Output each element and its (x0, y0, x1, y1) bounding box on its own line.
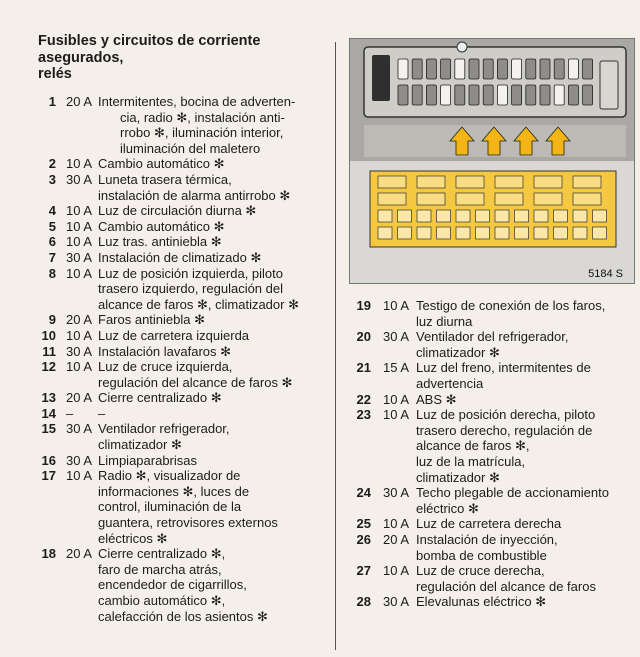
description-line: advertencia (416, 375, 484, 391)
fuse-description (416, 532, 637, 563)
fuse-entry (345, 407, 637, 485)
fuse-description (98, 94, 330, 156)
fuse-description (98, 172, 330, 203)
description-line: climatizador ✻ (416, 344, 500, 360)
title-line: Fusibles y circuitos de corriente (38, 33, 261, 49)
fuse-amperage: 10 A (383, 298, 410, 313)
description-line: climatizador ✻ (416, 469, 500, 485)
fuse-entry (345, 563, 637, 594)
description-line: Cambio automático ✻ (98, 218, 225, 234)
relay-symbol-icon (437, 227, 451, 239)
fuse-description (98, 359, 330, 390)
relay-symbol-icon (378, 210, 392, 222)
fuse-description (98, 453, 330, 469)
description-line: Techo plegable de accionamiento (416, 485, 609, 501)
relay-symbol-icon (593, 227, 607, 239)
fuse-icon (540, 59, 550, 79)
description-line: Elevalunas eléctrico ✻ (416, 594, 547, 610)
fuse-number: 12 (41, 359, 56, 375)
fuse-number: 7 (48, 249, 56, 265)
relay-symbol-icon (515, 227, 529, 239)
fuse-icon (512, 85, 522, 105)
fuse-amperage: 30 A (383, 329, 410, 345)
fuse-icon (412, 59, 422, 79)
relay-symbol-icon (534, 193, 562, 205)
description-line: Cierre centralizado ✻ (98, 390, 222, 406)
relay-symbol-icon (456, 210, 470, 222)
screw-icon (457, 42, 467, 52)
description-line: iluminación del maletero (120, 140, 261, 156)
fuse-amperage: 20 A (66, 94, 93, 109)
fuse-number: 4 (48, 203, 56, 219)
fuse-icon (455, 59, 465, 79)
fuse-entry (345, 485, 637, 516)
fuse-number: 27 (356, 563, 371, 579)
relay-symbol-icon (398, 210, 412, 222)
relay-symbol-icon (495, 210, 509, 222)
relay-symbol-icon (573, 210, 587, 222)
figure-label: 5184 S (588, 268, 623, 280)
fuse-number: 18 (41, 546, 56, 562)
fuse-icon (554, 59, 564, 79)
description-line: ABS ✻ (416, 391, 457, 407)
description-line: faro de marcha atrás, (98, 561, 222, 577)
fuse-entry (345, 594, 637, 610)
relay-symbol-icon (573, 227, 587, 239)
description-line: Testigo de conexión de los faros, (416, 298, 606, 313)
fuse-entry (30, 453, 330, 469)
fuse-number: 6 (48, 234, 56, 250)
fuse-amperage: 10 A (66, 234, 93, 250)
description-line: luz de la matrícula, (416, 453, 526, 469)
description-line: cia, radio ✻, instalación anti- (120, 109, 285, 125)
description-line: trasero derecho, regulación de (416, 422, 593, 438)
fuse-number: 24 (356, 485, 371, 501)
fuse-amperage: 10 A (383, 391, 410, 407)
fuse-entry (30, 359, 330, 390)
fuse-description (416, 392, 637, 408)
description-line: guantera, retrovisores externos (98, 515, 278, 531)
description-line: Cambio automático ✻ (98, 156, 225, 172)
relay-symbol-icon (515, 210, 529, 222)
fuse-number: 15 (41, 421, 56, 437)
fuse-amperage: 30 A (383, 594, 410, 610)
fuse-number: 26 (356, 531, 371, 547)
fuse-amperage: 10 A (66, 218, 93, 234)
fuse-entry (30, 390, 330, 406)
fuse-amperage: – (66, 405, 74, 421)
fuse-entry (345, 360, 637, 391)
fuse-description (98, 344, 330, 360)
description-line: Ventilador del refrigerador, (416, 329, 569, 345)
fuse-entry (345, 532, 637, 563)
fuse-icon (469, 85, 479, 105)
fuse-icon (398, 85, 408, 105)
fuse-entry (30, 421, 330, 452)
relay-symbol-icon (398, 227, 412, 239)
description-line: Luz de cruce izquierda, (98, 359, 233, 375)
fuse-description (98, 219, 330, 235)
fuse-icon (497, 85, 507, 105)
fuse-description (416, 329, 637, 360)
fuse-description (98, 250, 330, 266)
fuse-amperage: 10 A (383, 407, 410, 423)
fuse-entry (345, 329, 637, 360)
fuse-number: 23 (356, 407, 371, 423)
relay-symbol-icon (495, 193, 523, 205)
fuse-number: 5 (48, 218, 56, 234)
fuse-number: 20 (356, 329, 371, 345)
fuse-number: 19 (356, 298, 371, 313)
fuse-amperage: 20 A (66, 546, 93, 562)
fuse-description (416, 563, 637, 594)
fuse-description (98, 328, 330, 344)
fuse-entry (30, 344, 330, 360)
fuse-number: 9 (48, 312, 56, 328)
description-line: eléctrico ✻ (416, 500, 479, 516)
fuse-icon (554, 85, 564, 105)
fuse-icon (441, 59, 451, 79)
description-line: Limpiaparabrisas (98, 452, 197, 468)
fuse-amperage: 10 A (66, 203, 93, 219)
relay-symbol-icon (573, 176, 601, 188)
fuse-amperage: 10 A (66, 265, 93, 281)
description-line: trasero izquierdo, regulación del (98, 281, 283, 297)
fuse-icon (426, 85, 436, 105)
fuse-box-housing (364, 47, 626, 117)
fuse-amperage: 20 A (383, 531, 410, 547)
fuse-description (98, 468, 330, 546)
description-line: Ventilador refrigerador, (98, 421, 230, 437)
fuse-icon (583, 85, 593, 105)
description-line: calefacción de los asientos ✻ (98, 608, 268, 624)
relay-symbol-icon (554, 227, 568, 239)
title-line: relés (38, 66, 72, 82)
relay-symbol-icon (495, 227, 509, 239)
relay-symbol-icon (417, 176, 445, 188)
relay-symbol-icon (495, 176, 523, 188)
fuse-description (98, 234, 330, 250)
relay-symbol-icon (437, 210, 451, 222)
description-line: bomba de combustible (416, 547, 547, 563)
description-line: regulación del alcance de faros (416, 578, 596, 594)
fuse-icon (512, 59, 522, 79)
description-line: Faros antiniebla ✻ (98, 312, 206, 328)
fuse-description (416, 485, 637, 516)
section-title (38, 33, 318, 83)
fuse-number: 17 (41, 468, 56, 484)
fuse-number: 21 (356, 360, 371, 376)
description-line: Luz de circulación diurna ✻ (98, 203, 257, 219)
fuse-list-left (30, 94, 330, 624)
fuse-description (98, 390, 330, 406)
description-line: Cierre centralizado ✻, (98, 546, 226, 562)
connector (372, 55, 390, 101)
description-line: Luneta trasera térmica, (98, 171, 232, 187)
column-divider (335, 42, 336, 650)
relay-symbol-icon (417, 193, 445, 205)
fuse-description (98, 203, 330, 219)
fuse-entry (30, 219, 330, 235)
relay-symbol-icon (476, 227, 490, 239)
fuse-number: 16 (41, 452, 56, 468)
fuse-amperage: 10 A (66, 156, 93, 172)
relay-symbol-icon (554, 210, 568, 222)
fuse-amperage: 30 A (66, 171, 93, 187)
relay-symbol-icon (378, 176, 406, 188)
description-line: informaciones ✻, luces de (98, 483, 250, 499)
relay-symbol-icon (476, 210, 490, 222)
fuse-icon (526, 59, 536, 79)
title-line: asegurados, (38, 49, 124, 66)
relay-symbol-icon (573, 193, 601, 205)
fuse-icon (540, 85, 550, 105)
fuse-icon (426, 59, 436, 79)
fuse-number: 10 (41, 327, 56, 343)
description-line: Luz de posición izquierda, piloto (98, 265, 284, 281)
fuse-puller-icon (600, 61, 618, 109)
description-line: climatizador ✻ (98, 437, 182, 453)
fuse-description (416, 516, 637, 532)
description-line: eléctricos ✻ (98, 530, 168, 546)
fuse-entry (30, 172, 330, 203)
fuse-icon (568, 59, 578, 79)
fuse-number: 14 (41, 405, 56, 421)
relay-symbol-icon (417, 227, 431, 239)
fuse-entry (30, 94, 330, 156)
description-line: Luz de carretera derecha (416, 516, 562, 532)
fuse-description (416, 407, 637, 485)
fuse-number: 8 (48, 265, 56, 281)
description-line: luz diurna (416, 313, 473, 329)
fuse-icon (483, 59, 493, 79)
fuse-entry (345, 298, 637, 329)
relay-symbol-icon (378, 227, 392, 239)
fuse-entry (30, 312, 330, 328)
description-line: Luz del freno, intermitentes de (416, 360, 591, 376)
relay-symbol-icon (456, 193, 484, 205)
description-line: rrobo ✻, iluminación interior, (120, 125, 284, 141)
fuse-amperage: 20 A (66, 312, 93, 328)
fuse-amperage: 10 A (66, 359, 93, 375)
description-line: encendedor de cigarrillos, (98, 577, 247, 593)
relay-symbol-icon (534, 176, 562, 188)
fuse-icon (398, 59, 408, 79)
fuse-description (98, 312, 330, 328)
fuse-description (416, 360, 637, 391)
description-line: Radio ✻, visualizador de (98, 468, 241, 484)
fuse-description (98, 546, 330, 624)
description-line: cambio automático ✻, (98, 593, 226, 608)
fuse-description (98, 266, 330, 313)
fuse-entry (30, 328, 330, 344)
fuse-amperage: 10 A (66, 468, 93, 484)
description-line: alcance de faros ✻, (416, 438, 530, 454)
relay-symbol-icon (534, 210, 548, 222)
relay-symbol-icon (378, 193, 406, 205)
fuse-icon (455, 85, 465, 105)
fuse-description (98, 156, 330, 172)
fuse-description (98, 421, 330, 452)
fuse-amperage: 30 A (66, 421, 93, 437)
fuse-number: 25 (356, 516, 371, 532)
fuse-number: 13 (41, 390, 56, 406)
fuse-icon (497, 59, 507, 79)
fuse-entry (30, 266, 330, 313)
fuse-amperage: 30 A (66, 343, 93, 359)
relay-symbol-icon (456, 176, 484, 188)
fuse-entry (30, 156, 330, 172)
fuse-entry (30, 234, 330, 250)
fuse-amperage: 10 A (66, 327, 93, 343)
description-line: alcance de faros ✻, climatizador ✻ (98, 296, 299, 312)
fuse-entry (30, 406, 330, 422)
fuse-entry (345, 516, 637, 532)
fuse-number: 11 (42, 343, 56, 359)
fuse-entry (345, 392, 637, 408)
fuse-icon (441, 85, 451, 105)
fuse-amperage: 30 A (383, 485, 410, 501)
fuse-amperage: 20 A (66, 390, 93, 406)
description-line: Instalación lavafaros ✻ (98, 343, 232, 359)
fuse-entry (30, 546, 330, 624)
fuse-description (416, 594, 637, 610)
fuse-box-illustration (349, 38, 635, 284)
fuse-icon (483, 85, 493, 105)
fuse-icon (526, 85, 536, 105)
fuse-amperage: 10 A (383, 563, 410, 579)
fuse-entry (30, 250, 330, 266)
relay-symbol-icon (456, 227, 470, 239)
description-line: instalación de alarma antirrobo ✻ (98, 187, 291, 203)
fuse-number: 22 (356, 391, 371, 407)
fuse-amperage: 30 A (66, 452, 93, 468)
fuse-entry (30, 468, 330, 546)
description-line: regulación del alcance de faros ✻ (98, 374, 293, 390)
relay-symbol-icon (417, 210, 431, 222)
fuse-icon (412, 85, 422, 105)
relay-symbol-icon (593, 210, 607, 222)
description-line: Luz de carretera izquierda (98, 327, 250, 343)
fuse-list-right (345, 298, 637, 610)
fuse-entry (30, 203, 330, 219)
fuse-icon (469, 59, 479, 79)
description-line: Instalación de climatizado ✻ (98, 249, 262, 265)
fuse-amperage: 30 A (66, 249, 93, 265)
fuse-amperage: 15 A (383, 360, 410, 376)
description-line: – (98, 405, 106, 421)
fuse-icon (583, 59, 593, 79)
description-line: Intermitentes, bocina de adverten- (98, 94, 296, 109)
fuse-icon (568, 85, 578, 105)
fuse-description (416, 298, 637, 329)
relay-symbol-icon (534, 227, 548, 239)
description-line: Instalación de inyección, (416, 531, 558, 547)
description-line: control, iluminación de la (98, 499, 242, 515)
description-line: Luz tras. antiniebla ✻ (98, 234, 222, 250)
description-line: Luz de posición derecha, piloto (416, 407, 596, 423)
fuse-number: 28 (356, 594, 371, 610)
fuse-box-drawing (350, 39, 634, 283)
fuse-number: 2 (48, 156, 56, 172)
fuse-description (98, 406, 330, 422)
fuse-number: 3 (48, 171, 56, 187)
fuse-amperage: 10 A (383, 516, 410, 532)
description-line: Luz de cruce derecha, (416, 563, 545, 579)
fuse-number: 1 (48, 94, 56, 109)
